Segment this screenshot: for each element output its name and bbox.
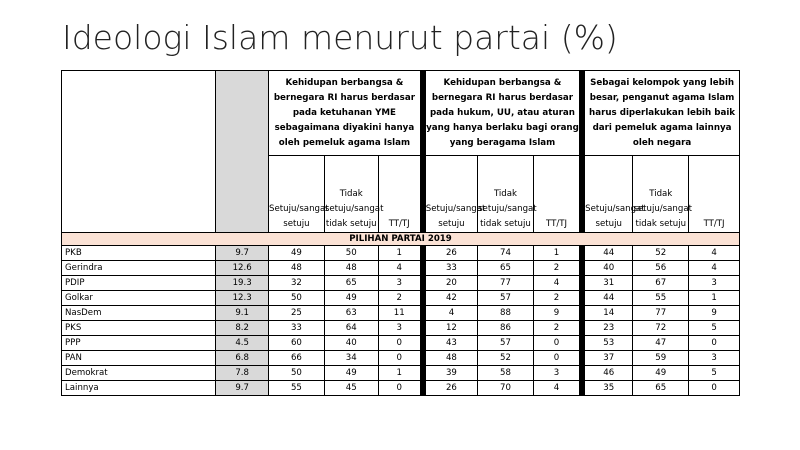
value-g2-c3: 2 bbox=[533, 321, 582, 336]
value-g3-c3: 0 bbox=[689, 381, 740, 396]
party-share: 9.7 bbox=[216, 381, 269, 396]
party-name: Lainnya bbox=[62, 381, 216, 396]
table-row bbox=[62, 276, 740, 291]
party-share: 7.8 bbox=[216, 366, 269, 381]
value-g1-c3: 1 bbox=[378, 366, 423, 381]
value-g1-c2: 64 bbox=[324, 321, 378, 336]
group-header-2: Kehidupan berbangsa & bernegara RI harus berdasar pada hukum, UU, atau aturan yang hanya berlaku bagi orang yang beragama Islam bbox=[423, 71, 582, 156]
value-g2-c1: 20 bbox=[423, 276, 478, 291]
value-g1-c3: 3 bbox=[378, 276, 423, 291]
party-share: 9.7 bbox=[216, 246, 269, 261]
table-row bbox=[62, 321, 740, 336]
value-g2-c3: 0 bbox=[533, 336, 582, 351]
value-g3-c3: 9 bbox=[689, 306, 740, 321]
value-g1-c2: 50 bbox=[324, 246, 378, 261]
value-g3-c3: 4 bbox=[689, 261, 740, 276]
value-g1-c3: 2 bbox=[378, 291, 423, 306]
value-g3-c1: 40 bbox=[582, 261, 633, 276]
value-g2-c3: 4 bbox=[533, 381, 582, 396]
subheader-g2-c2: Tidak setuju/sangat tidak setuju bbox=[478, 156, 534, 233]
party-name: Demokrat bbox=[62, 366, 216, 381]
table-row bbox=[62, 366, 740, 381]
value-g2-c2: 52 bbox=[478, 351, 534, 366]
party-share: 9.1 bbox=[216, 306, 269, 321]
value-g3-c2: 47 bbox=[633, 336, 689, 351]
value-g1-c1: 50 bbox=[269, 291, 325, 306]
value-g3-c1: 46 bbox=[582, 366, 633, 381]
table-row bbox=[62, 381, 740, 396]
subheader-g2-c3: TT/TJ bbox=[533, 156, 582, 233]
value-g2-c1: 12 bbox=[423, 321, 478, 336]
value-g3-c2: 52 bbox=[633, 246, 689, 261]
value-g1-c2: 48 bbox=[324, 261, 378, 276]
value-g1-c1: 50 bbox=[269, 366, 325, 381]
value-g3-c3: 3 bbox=[689, 351, 740, 366]
table-row bbox=[62, 351, 740, 366]
value-g1-c2: 63 bbox=[324, 306, 378, 321]
value-g3-c3: 1 bbox=[689, 291, 740, 306]
value-g1-c3: 1 bbox=[378, 246, 423, 261]
value-g3-c2: 77 bbox=[633, 306, 689, 321]
party-name: PKB bbox=[62, 246, 216, 261]
value-g3-c3: 3 bbox=[689, 276, 740, 291]
value-g2-c1: 43 bbox=[423, 336, 478, 351]
value-g3-c2: 55 bbox=[633, 291, 689, 306]
group-header-1: Kehidupan berbangsa & bernegara RI harus berdasar pada ketuhanan YME sebagaimana diyakini hanya oleh pemeluk agama Islam bbox=[269, 71, 423, 156]
value-g1-c1: 32 bbox=[269, 276, 325, 291]
value-g2-c2: 57 bbox=[478, 291, 534, 306]
value-g3-c3: 5 bbox=[689, 366, 740, 381]
section-label: PILIHAN PARTAI 2019 bbox=[62, 233, 740, 246]
value-g3-c3: 4 bbox=[689, 246, 740, 261]
value-g1-c3: 0 bbox=[378, 336, 423, 351]
value-g3-c1: 23 bbox=[582, 321, 633, 336]
value-g1-c3: 0 bbox=[378, 381, 423, 396]
value-g1-c1: 33 bbox=[269, 321, 325, 336]
share-header-cell bbox=[216, 71, 269, 233]
value-g2-c3: 9 bbox=[533, 306, 582, 321]
value-g1-c2: 49 bbox=[324, 291, 378, 306]
subheader-g2-c1: Setuju/sangat setuju bbox=[423, 156, 478, 233]
value-g2-c3: 2 bbox=[533, 261, 582, 276]
party-name: Gerindra bbox=[62, 261, 216, 276]
party-ideology-table bbox=[61, 70, 740, 396]
value-g3-c2: 59 bbox=[633, 351, 689, 366]
value-g1-c1: 66 bbox=[269, 351, 325, 366]
value-g2-c2: 65 bbox=[478, 261, 534, 276]
value-g2-c2: 58 bbox=[478, 366, 534, 381]
value-g1-c1: 49 bbox=[269, 246, 325, 261]
subheader-g3-c3: TT/TJ bbox=[689, 156, 740, 233]
value-g3-c2: 65 bbox=[633, 381, 689, 396]
value-g2-c2: 57 bbox=[478, 336, 534, 351]
value-g3-c1: 31 bbox=[582, 276, 633, 291]
value-g1-c2: 45 bbox=[324, 381, 378, 396]
party-share: 8.2 bbox=[216, 321, 269, 336]
value-g3-c1: 37 bbox=[582, 351, 633, 366]
value-g2-c3: 1 bbox=[533, 246, 582, 261]
value-g2-c3: 2 bbox=[533, 291, 582, 306]
party-name: PKS bbox=[62, 321, 216, 336]
value-g2-c3: 3 bbox=[533, 366, 582, 381]
party-name: PDIP bbox=[62, 276, 216, 291]
value-g2-c1: 26 bbox=[423, 381, 478, 396]
table-row bbox=[62, 336, 740, 351]
value-g3-c2: 72 bbox=[633, 321, 689, 336]
party-share: 19.3 bbox=[216, 276, 269, 291]
value-g2-c1: 4 bbox=[423, 306, 478, 321]
value-g3-c3: 0 bbox=[689, 336, 740, 351]
corner-cell bbox=[62, 71, 216, 233]
value-g3-c1: 35 bbox=[582, 381, 633, 396]
value-g2-c1: 39 bbox=[423, 366, 478, 381]
party-name: PAN bbox=[62, 351, 216, 366]
value-g3-c1: 53 bbox=[582, 336, 633, 351]
party-share: 12.3 bbox=[216, 291, 269, 306]
value-g1-c1: 25 bbox=[269, 306, 325, 321]
value-g3-c3: 5 bbox=[689, 321, 740, 336]
value-g2-c3: 0 bbox=[533, 351, 582, 366]
value-g1-c1: 48 bbox=[269, 261, 325, 276]
value-g2-c2: 77 bbox=[478, 276, 534, 291]
value-g3-c1: 44 bbox=[582, 246, 633, 261]
slide-title: Ideologi Islam menurut partai (%) bbox=[62, 18, 618, 57]
value-g1-c3: 3 bbox=[378, 321, 423, 336]
subheader-g1-c1: Setuju/sangat setuju bbox=[269, 156, 325, 233]
value-g3-c1: 44 bbox=[582, 291, 633, 306]
table-row bbox=[62, 306, 740, 321]
value-g3-c2: 49 bbox=[633, 366, 689, 381]
group-header-3: Sebagai kelompok yang lebih besar, penganut agama Islam harus diperlakukan lebih baik dari pemeluk agama lainnya oleh negara bbox=[582, 71, 739, 156]
value-g1-c2: 40 bbox=[324, 336, 378, 351]
value-g1-c3: 11 bbox=[378, 306, 423, 321]
table-row bbox=[62, 291, 740, 306]
subheader-g1-c2: Tidak setuju/sangat tidak setuju bbox=[324, 156, 378, 233]
value-g3-c2: 56 bbox=[633, 261, 689, 276]
value-g3-c1: 14 bbox=[582, 306, 633, 321]
value-g2-c2: 70 bbox=[478, 381, 534, 396]
table-row bbox=[62, 246, 740, 261]
value-g2-c1: 33 bbox=[423, 261, 478, 276]
party-share: 4.5 bbox=[216, 336, 269, 351]
value-g1-c1: 55 bbox=[269, 381, 325, 396]
subheader-g1-c3: TT/TJ bbox=[378, 156, 423, 233]
value-g2-c2: 88 bbox=[478, 306, 534, 321]
value-g1-c3: 4 bbox=[378, 261, 423, 276]
value-g1-c1: 60 bbox=[269, 336, 325, 351]
subheader-g3-c2: Tidak setuju/sangat tidak setuju bbox=[633, 156, 689, 233]
subheader-g3-c1: Setuju/sangat setuju bbox=[582, 156, 633, 233]
party-name: NasDem bbox=[62, 306, 216, 321]
value-g2-c1: 26 bbox=[423, 246, 478, 261]
value-g2-c3: 4 bbox=[533, 276, 582, 291]
party-name: Golkar bbox=[62, 291, 216, 306]
table-row bbox=[62, 261, 740, 276]
value-g1-c2: 65 bbox=[324, 276, 378, 291]
value-g2-c2: 74 bbox=[478, 246, 534, 261]
value-g2-c1: 48 bbox=[423, 351, 478, 366]
value-g2-c1: 42 bbox=[423, 291, 478, 306]
party-share: 6.8 bbox=[216, 351, 269, 366]
value-g1-c2: 34 bbox=[324, 351, 378, 366]
value-g3-c2: 67 bbox=[633, 276, 689, 291]
value-g2-c2: 86 bbox=[478, 321, 534, 336]
party-name: PPP bbox=[62, 336, 216, 351]
value-g1-c2: 49 bbox=[324, 366, 378, 381]
party-share: 12.6 bbox=[216, 261, 269, 276]
value-g1-c3: 0 bbox=[378, 351, 423, 366]
